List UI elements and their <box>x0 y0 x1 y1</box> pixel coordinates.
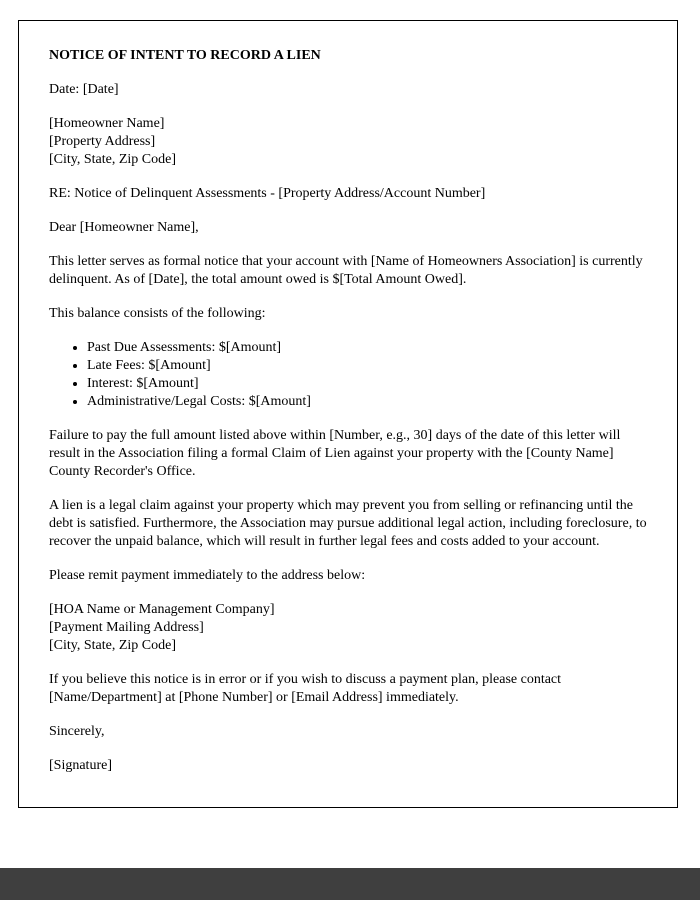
signature-placeholder: [Signature] <box>49 758 112 773</box>
payment-address-line: [Payment Mailing Address] <box>49 620 204 635</box>
recipient-line: [City, State, Zip Code] <box>49 152 177 167</box>
body-paragraph-error: If you believe this notice is in error or if you wish to discuss a payment plan, please contact [Name/Department] at [Phone Number] or [Email Address] immediately. <box>49 672 562 705</box>
letter-title: NOTICE OF INTENT TO RECORD A LIEN <box>49 48 321 63</box>
body-paragraph-delinquent: This letter serves as formal notice that your account with [Name of Homeowners Association] is currently delinquent. As of [Date], the total amount owed is $[Total Amount Owed]. <box>49 254 643 287</box>
remit-intro: Please remit payment immediately to the address below: <box>49 568 366 583</box>
payment-address-line: [City, State, Zip Code] <box>49 638 177 653</box>
letter-page <box>18 20 678 808</box>
balance-item: • Administrative/Legal Costs: $[Amount] <box>87 393 647 411</box>
recipient-line: [Homeowner Name] <box>49 116 165 131</box>
recipient-block <box>49 115 647 169</box>
payment-address-line: [HOA Name or Management Company] <box>49 602 275 617</box>
salutation: Dear [Homeowner Name], <box>49 220 199 235</box>
body-paragraph-lien: A lien is a legal claim against your property which may prevent you from selling or refinancing until the debt is satisfied. Furthermore, the Association may pursue additional legal action, including foreclosure, to recover the unpaid balance, which will result in further legal fees and costs added to your account. <box>49 498 647 549</box>
closing: Sincerely, <box>49 724 105 739</box>
balance-item: • Late Fees: $[Amount] <box>87 357 647 375</box>
bottom-bar <box>0 868 700 900</box>
balance-intro: This balance consists of the following: <box>49 306 266 321</box>
balance-item: • Interest: $[Amount] <box>87 375 647 393</box>
re-line: RE: Notice of Delinquent Assessments - [Property Address/Account Number] <box>49 186 486 201</box>
recipient-line: [Property Address] <box>49 134 156 149</box>
body-paragraph-failure: Failure to pay the full amount listed above within [Number, e.g., 30] days of the date of this letter will result in the Association filing a formal Claim of Lien against your property with the [County Name] County Recorder's Office. <box>49 428 621 479</box>
payment-address-block <box>49 601 647 655</box>
date-line: Date: [Date] <box>49 82 119 97</box>
balance-item: • Past Due Assessments: $[Amount] <box>87 339 647 357</box>
balance-list <box>49 339 647 411</box>
